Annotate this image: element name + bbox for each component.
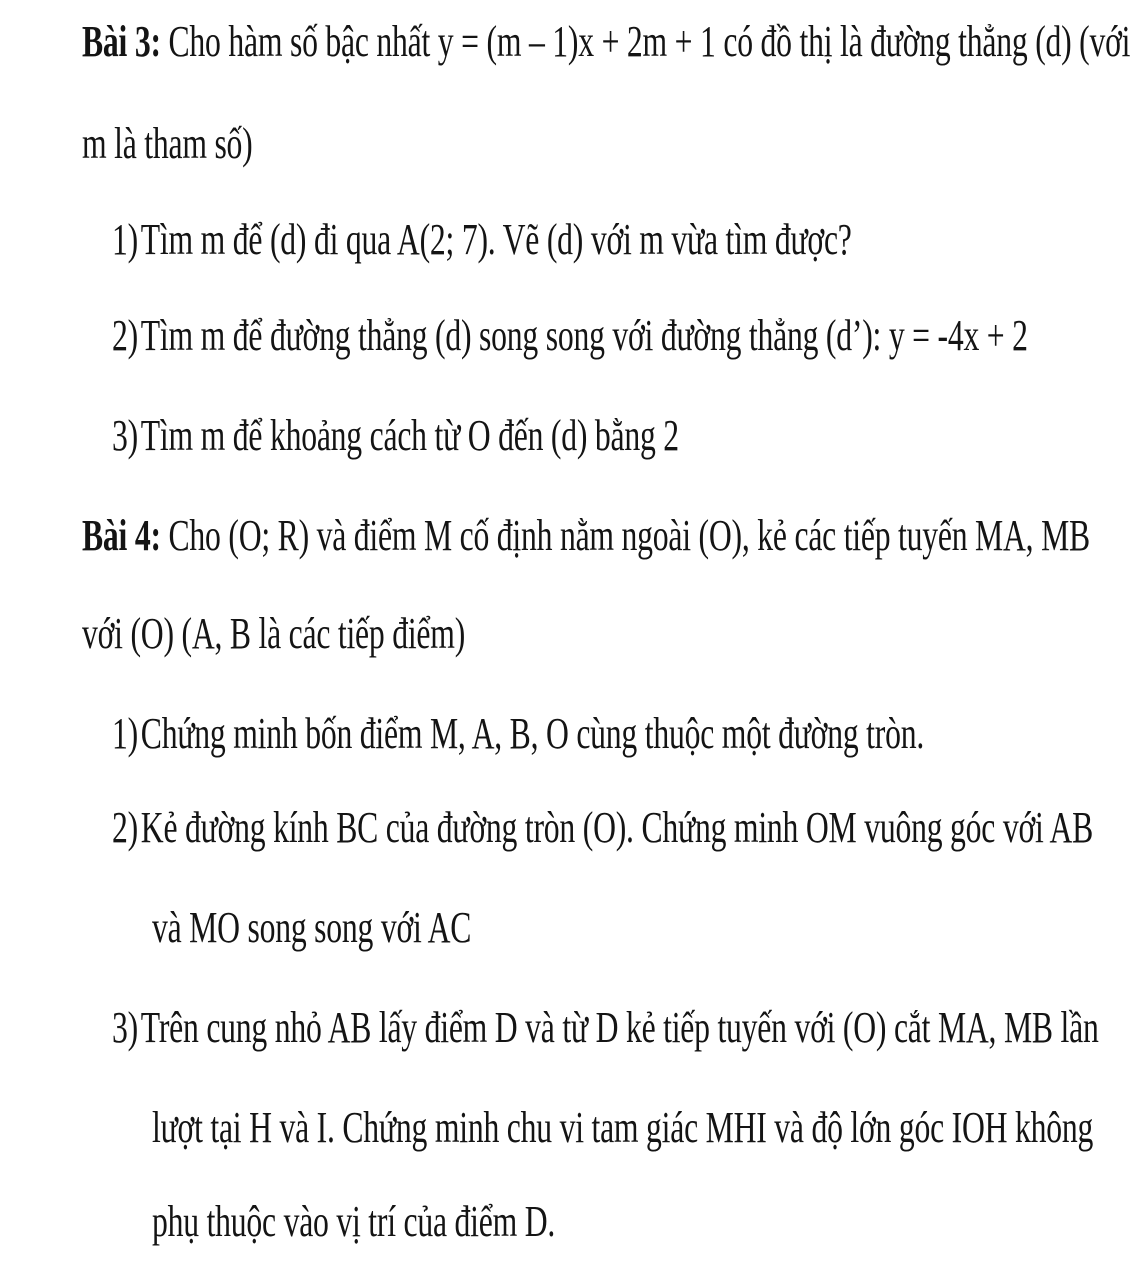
bai3-item-3-text: Tìm m để khoảng cách từ O đến (d) bằng 2 <box>140 411 679 460</box>
bai4-item-2-text-1: Kẻ đường kính BC của đường tròn (O). Chứng minh OM vuông góc với AB <box>140 803 1094 852</box>
bai4-item-2-number: 2) <box>112 803 138 852</box>
bai3-item-2 <box>112 308 1028 364</box>
bai4-item-3-continuation-1: lượt tại H và I. Chứng minh chu vi tam giác MHI và độ lớn góc IOH không <box>152 1103 1094 1152</box>
bai3-label: Bài 3: <box>82 17 161 66</box>
bai3-item-1-number: 1) <box>112 215 138 264</box>
bai4-item-2-continuation: và MO song song với AC <box>152 903 472 952</box>
bai3-item-1-text: Tìm m để (d) đi qua A(2; 7). Vẽ (d) với m vừa tìm được? <box>140 215 852 264</box>
bai3-item-2-number: 2) <box>112 311 138 360</box>
bai3-intro-text-1: Cho hàm số bậc nhất y = (m – 1)x + 2m + 1 có đồ thị là đường thẳng (d) (với <box>160 17 1130 66</box>
bai3-item-1 <box>112 212 852 268</box>
bai4-item-3 <box>112 1000 1099 1056</box>
bai4-item-3-text-1: Trên cung nhỏ AB lấy điểm D và từ D kẻ tiếp tuyến với (O) cắt MA, MB lần <box>140 1003 1099 1052</box>
bai4-item-1 <box>112 706 924 762</box>
bai4-item-3-continuation-2: phụ thuộc vào vị trí của điểm D. <box>152 1197 556 1246</box>
bai4-intro-line-1 <box>82 508 1090 564</box>
bai4-item-3-number: 3) <box>112 1003 138 1052</box>
bai3-item-3 <box>112 408 679 464</box>
bai4-item-1-text: Chứng minh bốn điểm M, A, B, O cùng thuộc một đường tròn. <box>140 709 925 758</box>
bai4-label: Bài 4: <box>82 511 161 560</box>
bai4-intro-line-2: với (O) (A, B là các tiếp điểm) <box>82 609 466 658</box>
bai3-item-2-text: Tìm m để đường thẳng (d) song song với đường thẳng (d’): y = -4x + 2 <box>140 311 1028 360</box>
bai3-item-3-number: 3) <box>112 411 138 460</box>
bai3-intro-line-2: m là tham số) <box>82 119 253 168</box>
bai4-item-1-number: 1) <box>112 709 138 758</box>
bai4-item-2 <box>112 800 1093 856</box>
bai3-intro-line-1 <box>82 14 1130 70</box>
bai4-intro-text-1: Cho (O; R) và điểm M cố định nằm ngoài (O), kẻ các tiếp tuyến MA, MB <box>160 511 1090 560</box>
